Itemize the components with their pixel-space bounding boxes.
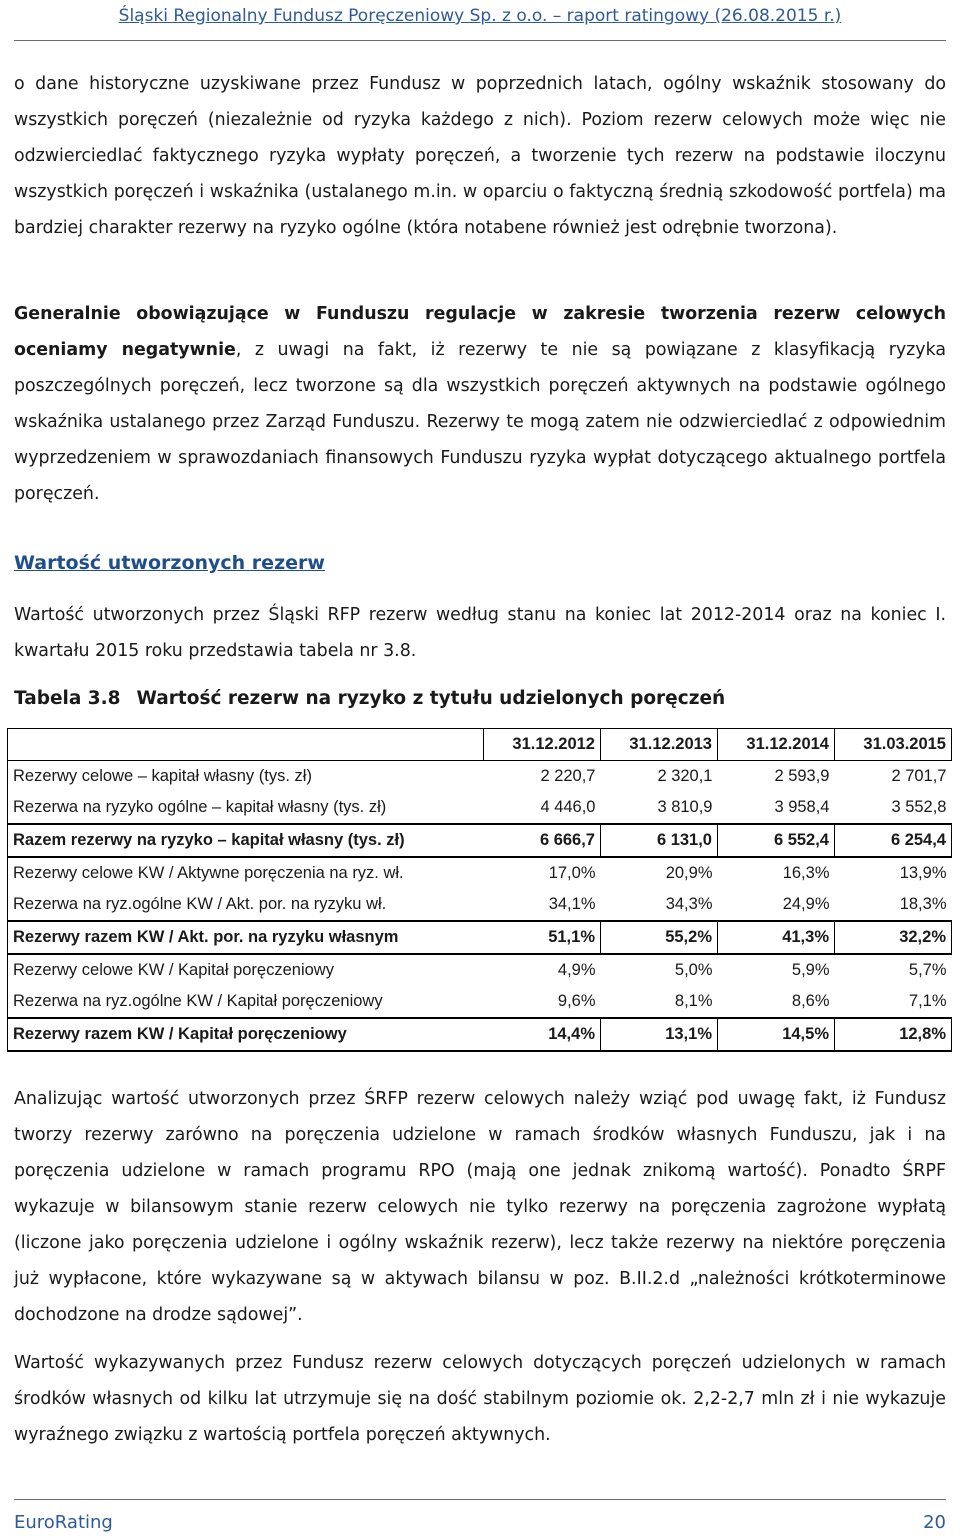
table-cell: 51,1% (484, 921, 601, 954)
running-header: Śląski Regionalny Fundusz Poręczeniowy Sp. z o.o. – raport ratingowy (26.08.2015 r.) (118, 6, 842, 26)
header-divider (14, 40, 946, 41)
table-row-total (8, 921, 952, 954)
table-cell: 13,1% (601, 1018, 718, 1051)
assessment-text: , z uwagi na fakt, iż rezerwy te nie są powiązane z klasyfikacją ryzyka poszczególnych poręczeń, lecz tworzone są dla wszystkich poręczeń aktywnych na podstawie ogólnego wskaźnika ustalanego przez Zarząd Funduszu. Rezerwy te mogą zatem nie odzwierciedlać z odpowiednim wyprzedzeniem w sprawozdaniach finansowych Funduszu ryzyka wypłat dotyczącego aktualnego portfela poręczeń. (14, 340, 946, 504)
table-cell: 3 552,8 (891, 798, 947, 816)
table-cell: 24,9% (782, 895, 830, 913)
column-header: 31.12.2014 (718, 729, 835, 761)
table-cell: 6 666,7 (484, 824, 601, 857)
row-label: Rezerwy razem KW / Akt. por. na ryzyku własnym (8, 921, 484, 954)
table-cell: 41,3% (718, 921, 835, 954)
table-row (8, 857, 952, 889)
table-cell: 4 446,0 (540, 798, 596, 816)
table-row-total (8, 1018, 952, 1051)
table-cell: 5,9% (718, 954, 835, 986)
table-row (8, 761, 952, 793)
header-blank-cell (8, 729, 484, 761)
table-cell: 6 254,4 (835, 824, 952, 857)
column-header: 31.12.2012 (484, 729, 601, 761)
table-cell: 3 958,4 (774, 798, 830, 816)
column-header: 31.12.2013 (601, 729, 718, 761)
table-caption-text: Wartość rezerw na ryzyko z tytułu udzielonych poręczeń (136, 688, 726, 709)
paragraph-assessment (14, 296, 946, 512)
paragraph-intro: Wartość utworzonych przez Śląski RFP rezerw według stanu na koniec lat 2012-2014 oraz na koniec I. kwartału 2015 roku przedstawia tabela nr 3.8. (14, 605, 946, 661)
row-label: Rezerwa na ryz.ogólne KW / Kapitał poręczeniowy (8, 986, 484, 1018)
row-label: Rezerwy razem KW / Kapitał poręczeniowy (8, 1018, 484, 1051)
table-cell: 18,3% (899, 895, 947, 913)
footer-divider (14, 1499, 946, 1500)
row-label: Rezerwy celowe KW / Aktywne poręczenia na ryz. wł. (8, 857, 484, 889)
row-unit: (tys. zł) (347, 831, 405, 849)
table-cell: 32,2% (835, 921, 952, 954)
paragraph-continuation: o dane historyczne uzyskiwane przez Fundusz w poprzednich latach, ogólny wskaźnik stosowany do wszystkich poręczeń (niezależnie od ryzyka każdego z nich). Poziom rezerw celowych może więc nie odzwierciedlać faktycznego ryzyka wypłaty poręczeń, a tworzenie tych rezerw na podstawie iloczynu wszystkich poręczeń i wskaźnika (ustalanego m.in. w oparciu o faktyczną średnią szkodowość portfela) ma bardziej charakter rezerwy na ryzyko ogólne (która notabene również jest odrębnie tworzona). (14, 74, 946, 238)
table-cell: 3 810,9 (657, 798, 713, 816)
table-cell: 2 220,7 (540, 767, 596, 785)
row-unit: (tys. zł) (258, 767, 312, 785)
table-cell: 8,1% (674, 992, 713, 1010)
table-cell: 14,5% (718, 1018, 835, 1051)
row-label (8, 792, 484, 824)
table-caption-number: Tabela 3.8 (14, 688, 121, 709)
table-row (8, 954, 952, 986)
table-cell: 16,3% (718, 857, 835, 889)
table-cell: 17,0% (484, 857, 601, 889)
table-cell: 4,9% (484, 954, 601, 986)
row-label-text: Rezerwy celowe – kapitał własny (13, 767, 255, 785)
row-label (8, 824, 484, 857)
table-cell: 5,0% (601, 954, 718, 986)
footer-brand: EuroRating (14, 1512, 113, 1533)
table-cell: 5,7% (835, 954, 952, 986)
table-cell: 2 320,1 (657, 767, 713, 785)
table-cell: 14,4% (484, 1018, 601, 1051)
section-title: Wartość utworzonych rezerw (14, 552, 325, 574)
reserves-table (7, 728, 952, 1052)
table-cell: 6 131,0 (601, 824, 718, 857)
table-row (8, 889, 952, 921)
table-caption (14, 688, 725, 709)
table-cell: 34,1% (548, 895, 596, 913)
table-cell: 20,9% (601, 857, 718, 889)
table-row-total (8, 824, 952, 857)
table-cell: 34,3% (665, 895, 713, 913)
row-label: Rezerwy celowe KW / Kapitał poręczeniowy (8, 954, 484, 986)
table-cell: 13,9% (835, 857, 952, 889)
table-row (8, 986, 952, 1018)
paragraph-analysis: Analizując wartość utworzonych przez ŚRFP rezerw celowych należy wziąć pod uwagę fakt, iż Fundusz tworzy rezerwy zarówno na poręczenia udzielone w ramach środków własnych Funduszu, jak i na poręczenia udzielone w ramach programu RPO (mają one jednak znikomą wartość). Ponadto ŚRPF wykazuje w bilansowym stanie rezerw celowych nie tylko rezerwy na poręczenia zagrożone wypłatą (liczone jako poręczenia udzielone i ogólny wskaźnik rezerw), lecz także rezerwy na niektóre poręczenia już wypłacone, które wykazywane są w aktywach bilansu w poz. B.II.2.d „należności krótkoterminowe dochodzone na drodze sądowej”. (14, 1089, 946, 1325)
table-cell: 55,2% (601, 921, 718, 954)
row-unit: (tys. zł) (333, 798, 387, 816)
paragraph-summary: Wartość wykazywanych przez Fundusz rezerw celowych dotyczących poręczeń udzielonych w ramach środków własnych od kilku lat utrzymuje się na dość stabilnym poziomie ok. 2,2-2,7 mln zł i nie wykazuje wyraźnego związku z wartością portfela poręczeń aktywnych. (14, 1353, 946, 1445)
row-label-text: Razem rezerwy na ryzyko – kapitał własny (13, 831, 344, 849)
row-label-text: Rezerwa na ryzyko ogólne – kapitał własny (13, 798, 329, 816)
row-label (8, 761, 484, 793)
assessment-bold-text: Generalnie obowiązujące w Funduszu regulacje w zakresie tworzenia rezerw celowych oceniamy negatywnie (14, 304, 946, 360)
table-cell: 12,8% (835, 1018, 952, 1051)
table-header-row (8, 729, 952, 761)
table-cell: 6 552,4 (718, 824, 835, 857)
table-cell: 2 701,7 (891, 767, 947, 785)
table-row (8, 792, 952, 824)
table-cell: 7,1% (908, 992, 947, 1010)
page-number: 20 (923, 1512, 946, 1533)
row-label: Rezerwa na ryz.ogólne KW / Akt. por. na ryzyku wł. (8, 889, 484, 921)
column-header: 31.03.2015 (835, 729, 952, 761)
table-cell: 8,6% (791, 992, 830, 1010)
table-cell: 9,6% (557, 992, 596, 1010)
table-cell: 2 593,9 (774, 767, 830, 785)
